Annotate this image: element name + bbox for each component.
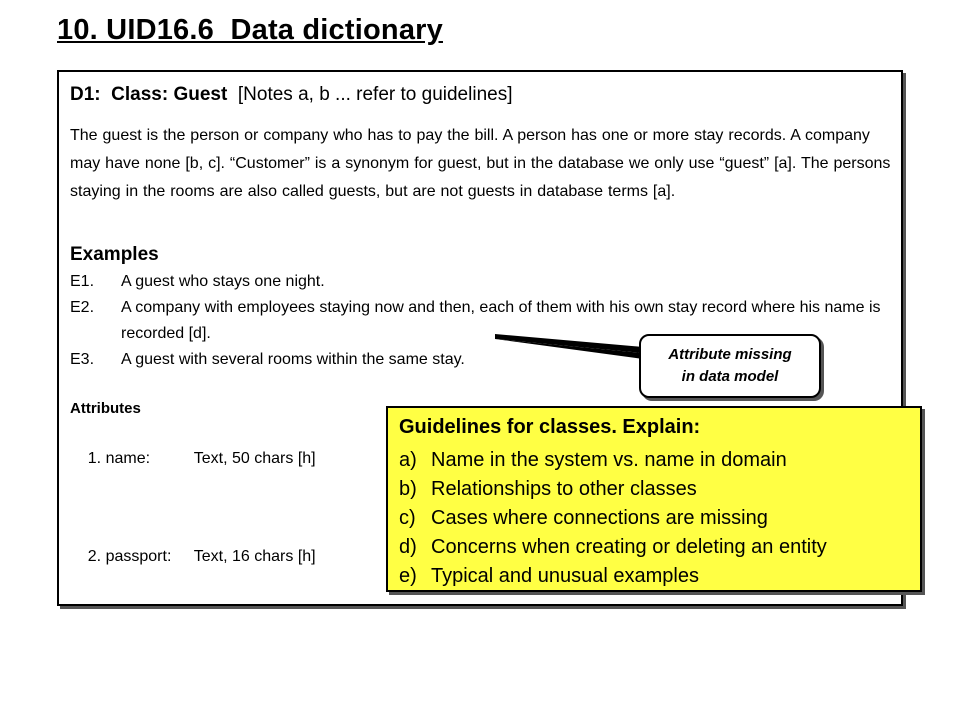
- guideline-letter: e): [399, 565, 417, 587]
- class-description: The guest is the person or company who has to pay the bill. A person has one or more stay records. A company may have none [b, c]. “Customer” is a synonym for guest, but in the database we only use “guest” [a]. The persons staying in the rooms are also called guests, but are not guests in database terms [a].: [70, 127, 891, 200]
- example-number: E1.: [70, 273, 95, 290]
- guideline-letter: b): [399, 478, 417, 500]
- page-title: 10. UID16.6 Data dictionary: [57, 14, 443, 46]
- examples-title: Examples: [70, 244, 159, 265]
- guidelines-list: [399, 446, 827, 591]
- attribute-name: 2. passport:: [87, 548, 172, 565]
- example-number: E3.: [70, 351, 95, 368]
- example-text: A company with employees staying now and then, each of them with his own stay record where his name is recorded [d].: [121, 299, 881, 342]
- guideline-letter: c): [399, 507, 416, 529]
- attribute-name: 1. name:: [87, 450, 151, 467]
- guideline-letter: a): [399, 449, 417, 471]
- example-text: A guest who stays one night.: [121, 273, 325, 290]
- guidelines-box: [386, 406, 922, 592]
- guideline-text: Concerns when creating or deleting an entity: [431, 536, 827, 558]
- guideline-item: [399, 533, 827, 562]
- annotation-callout: [639, 334, 821, 398]
- attributes-title: Attributes: [70, 400, 141, 417]
- example-number: E2.: [70, 299, 95, 316]
- guideline-item: [399, 504, 827, 533]
- guideline-item: [399, 475, 827, 504]
- guidelines-title: Guidelines for classes. Explain:: [399, 416, 701, 438]
- callout-line-2: in data model: [681, 368, 779, 385]
- attribute-type: Text, 16 chars [h]: [193, 548, 316, 565]
- example-text: A guest with several rooms within the same stay.: [121, 351, 465, 368]
- guideline-text: Cases where connections are missing: [431, 507, 768, 529]
- guideline-text: Typical and unusual examples: [431, 565, 699, 587]
- attribute-type: Text, 50 chars [h]: [193, 450, 316, 467]
- guideline-item: [399, 562, 827, 591]
- callout-pointer-wedge-upper: [495, 334, 643, 353]
- guideline-item: [399, 446, 827, 475]
- guideline-letter: d): [399, 536, 417, 558]
- guideline-text: Name in the system vs. name in domain: [431, 449, 787, 471]
- callout-line-1: Attribute missing: [668, 346, 792, 363]
- class-heading-bold: D1: Class: Guest: [70, 84, 228, 105]
- guideline-text: Relationships to other classes: [431, 478, 697, 500]
- class-heading-notes: [Notes a, b ... refer to guidelines]: [227, 84, 513, 105]
